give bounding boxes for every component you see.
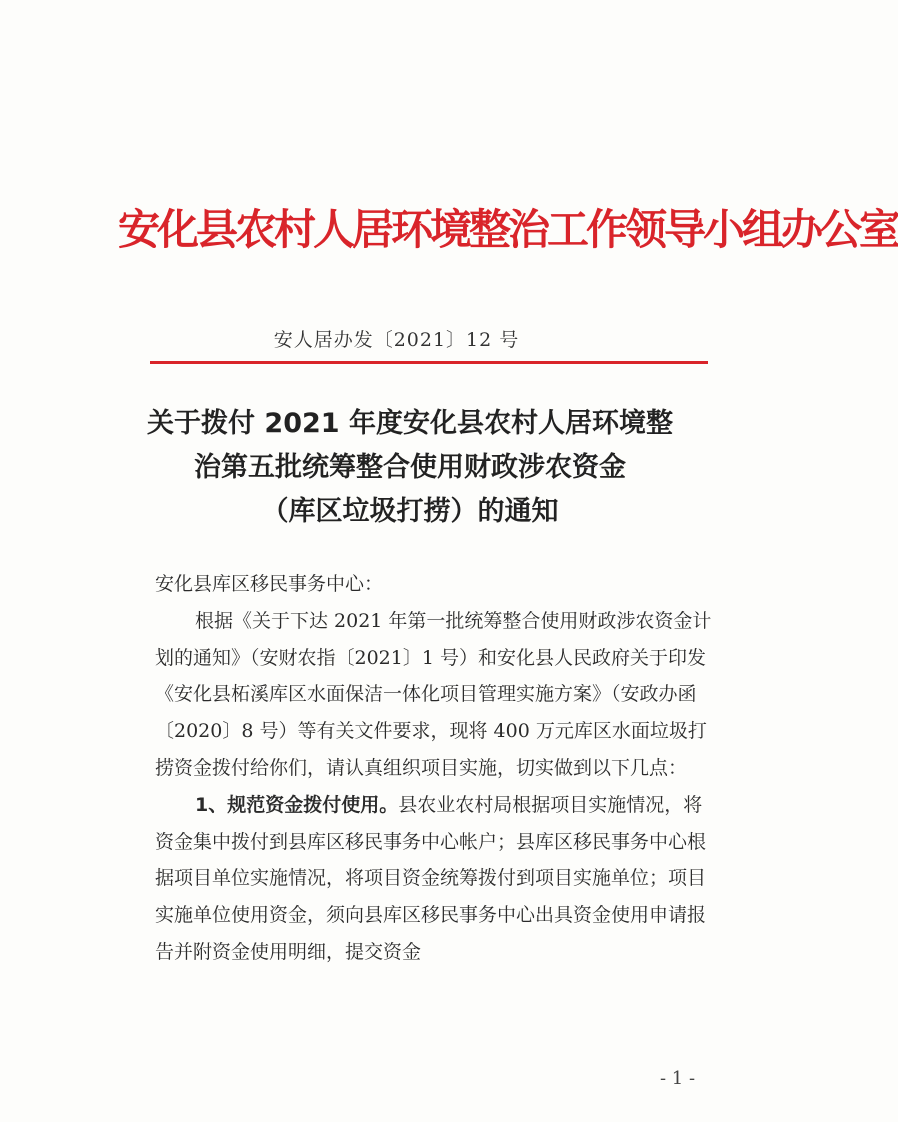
issuing-office-title: 安化县农村人居环境整治工作领导小组办公室 [118,205,898,254]
document-title [110,402,710,534]
title-line-1: 关于拨付 2021 年度安化县农村人居环境整 [147,408,673,439]
paragraph-1: 根据《关于下达 2021 年第一批统筹整合使用财政涉农资金计划的通知》（安财农指〔2021〕1 号）和安化县人民政府关于印发《安化县柘溪库区水面保洁一体化项目管理实施方案》（安政办函〔2020〕8 号）等有关文件要求，现将 400 万元库区水面垃圾打捞资金拨付给你们，请认真组织项目实施，切实做到以下几点： [155,609,712,779]
document-body [155,566,720,971]
red-divider-line [150,361,708,364]
title-line-3: （库区垃圾打捞）的通知 [261,496,559,527]
item-1-text: 县农业农村局根据项目实施情况，将资金集中拨付到县库区移民事务中心帐户；县库区移民事务中心根据项目单位实施情况，将项目资金统筹拨付到项目实施单位；项目实施单位使用资金，须向县库区移民事务中心出具资金使用申请报告并附资金使用明细，提交资金 [155,793,707,963]
recipient-line: 安化县库区移民事务中心： [155,573,384,595]
page-number: - 1 - [660,1068,696,1089]
document-number: 安人居办发〔2021〕12 号 [273,329,520,351]
paragraph-item-1 [155,787,720,971]
item-1-heading: 1、规范资金拨付使用。 [195,793,399,816]
title-line-2: 治第五批统筹整合使用财政涉农资金 [194,452,626,483]
